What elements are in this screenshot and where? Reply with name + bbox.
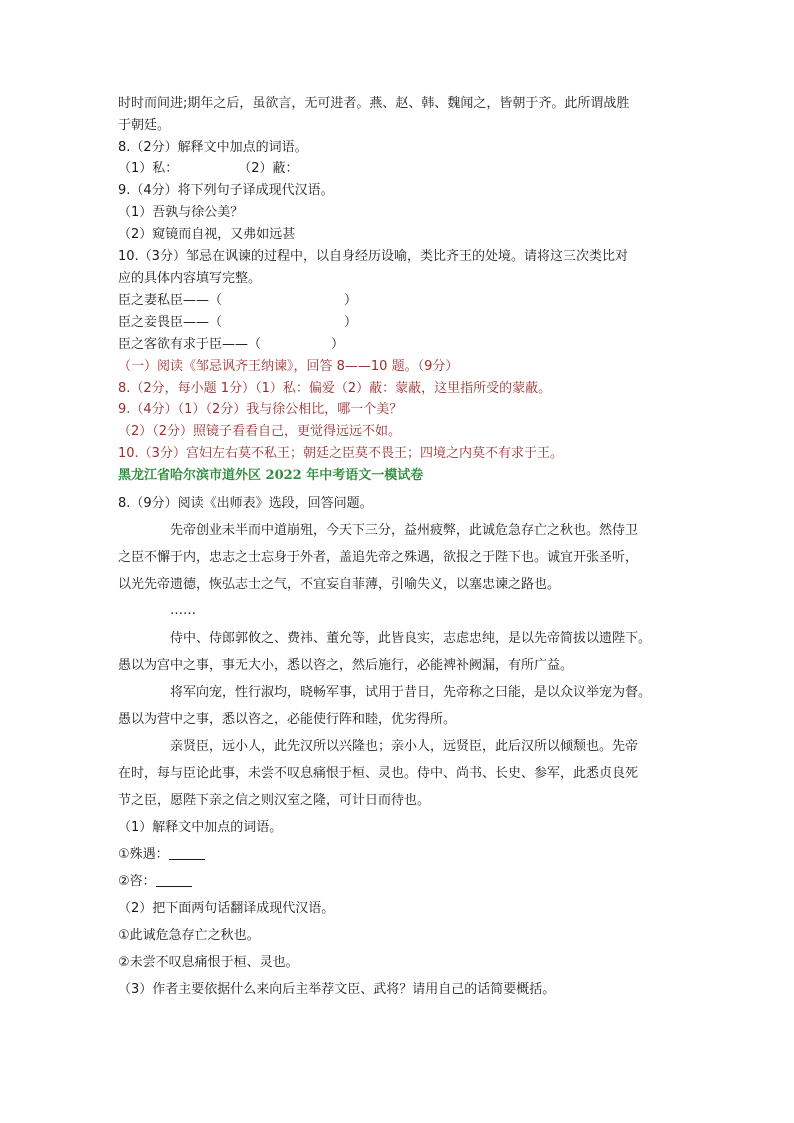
source-title: 黑龙江省哈尔滨市道外区 2022 年中考语文一模试卷 <box>118 468 424 483</box>
question-10: 应的具体内容填写完整。 <box>118 271 262 286</box>
answer-blank[interactable] <box>156 872 192 887</box>
passage-line: 节之臣，愿陛下亲之信之则汉室之隆，可计日而待也。 <box>118 793 431 808</box>
blank-label: ②咨： <box>118 874 156 889</box>
sub-question-2: （2）把下面两句话翻译成现代汉语。 <box>118 901 335 916</box>
passage-line: 愚以为营中之事，悉以咨之，必能使行阵和睦，优劣得所。 <box>118 712 457 727</box>
passage-line: 将军向宠，性行淑均，晓畅军事，试用于昔日，先帝称之曰能，是以众议举宠为督。 <box>170 685 652 700</box>
passage-line: 之臣不懈于内，忠志之士忘身于外者，盖追先帝之殊遇，欲报之于陛下也。诚宜开张圣听， <box>118 550 639 565</box>
question-9: 9.（4分）将下列句子译成现代汉语。 <box>118 183 334 198</box>
text-line: 于朝廷。 <box>118 118 171 133</box>
passage-line: 侍中、侍郎郭攸之、费祎、董允等，此皆良实，志虑忠纯，是以先帝简拔以遗陛下。 <box>170 631 652 646</box>
close-paren: ） <box>344 293 358 308</box>
question-9-item-1: （1）吾孰与徐公美？ <box>118 205 244 220</box>
fill-blank-label: 臣之客欲有求于臣——（ <box>118 337 262 352</box>
passage-ellipsis: …… <box>170 603 196 618</box>
question-8: 8.（2分）解释文中加点的词语。 <box>118 140 308 155</box>
passage-line: 先帝创业未半而中道崩殂，今天下三分，益州疲弊，此诚危急存亡之秋也。然侍卫 <box>170 523 639 538</box>
q8-item-2: （2）蔽： <box>238 161 299 176</box>
question-8-items <box>118 159 678 179</box>
sub-question-2-b: ②未尝不叹息痛恨于桓、灵也。 <box>118 955 299 970</box>
passage-line: 愚以为宫中之事，事无大小，悉以咨之，然后施行，必能裨补阙漏，有所广益。 <box>118 658 574 673</box>
fill-blank-1 <box>118 291 678 311</box>
sub-question-3: （3）作者主要依据什么来向后主举荐文臣、武将？请用自己的话简要概括。 <box>118 982 556 997</box>
answer-8: 8.（2分，每小题 1分）（1）私：偏爱（2）蔽：蒙蔽，这里指所受的蒙蔽。 <box>118 381 552 396</box>
q8-item-1: （1）私： <box>118 161 179 176</box>
passage-line: 在时，每与臣论此事，未尝不叹息痛恨于桓、灵也。侍中、尚书、长史、参军，此悉贞良死 <box>118 766 639 781</box>
close-paren: ） <box>344 315 358 330</box>
answer-9-1: 9.（4分）（1）（2分）我与徐公相比，哪一个美？ <box>118 402 403 417</box>
passage-line: 亲贤臣，远小人，此先汉所以兴隆也；亲小人，远贤臣，此后汉所以倾颓也。先帝 <box>170 739 639 754</box>
fill-blank-3 <box>118 335 678 355</box>
sub-question-1-a <box>118 845 678 865</box>
close-paren: ） <box>331 337 345 352</box>
sub-question-1-b <box>118 872 678 892</box>
fill-blank-2 <box>118 313 678 333</box>
sub-question-1: （1）解释文中加点的词语。 <box>118 820 283 835</box>
answer-9-2: （2）（2分）照镜子看看自己，更觉得远远不如。 <box>118 424 402 439</box>
question-8b: 8.（9分）阅读《出师表》选段，回答问题。 <box>118 496 373 511</box>
answer-heading: （一）阅读《邹忌讽齐王纳谏》，回答 8——10 题。（9分） <box>118 359 459 374</box>
blank-label: ①殊遇： <box>118 847 169 862</box>
fill-blank-label: 臣之妾畏臣——（ <box>118 315 223 330</box>
passage-line: 以光先帝遗德，恢弘志士之气，不宜妄自菲薄，引喻失义，以塞忠谏之路也。 <box>118 577 561 592</box>
fill-blank-label: 臣之妻私臣——（ <box>118 293 223 308</box>
answer-10: 10.（3分）宫妇左右莫不私王；朝廷之臣莫不畏王；四境之内莫不有求于王。 <box>118 446 563 461</box>
question-9-item-2: （2）窥镜而自视，又弗如远甚 <box>118 227 296 242</box>
text-line: 时时而间进;期年之后，虽欲言，无可进者。燕、赵、韩、魏闻之，皆朝于齐。此所谓战胜 <box>118 96 630 111</box>
question-10: 10.（3分）邹忌在讽谏的过程中，以自身经历设喻，类比齐王的处境。请将这三次类比对 <box>118 249 628 264</box>
sub-question-2-a: ①此诚危急存亡之秋也。 <box>118 928 260 943</box>
answer-blank[interactable] <box>169 845 205 860</box>
